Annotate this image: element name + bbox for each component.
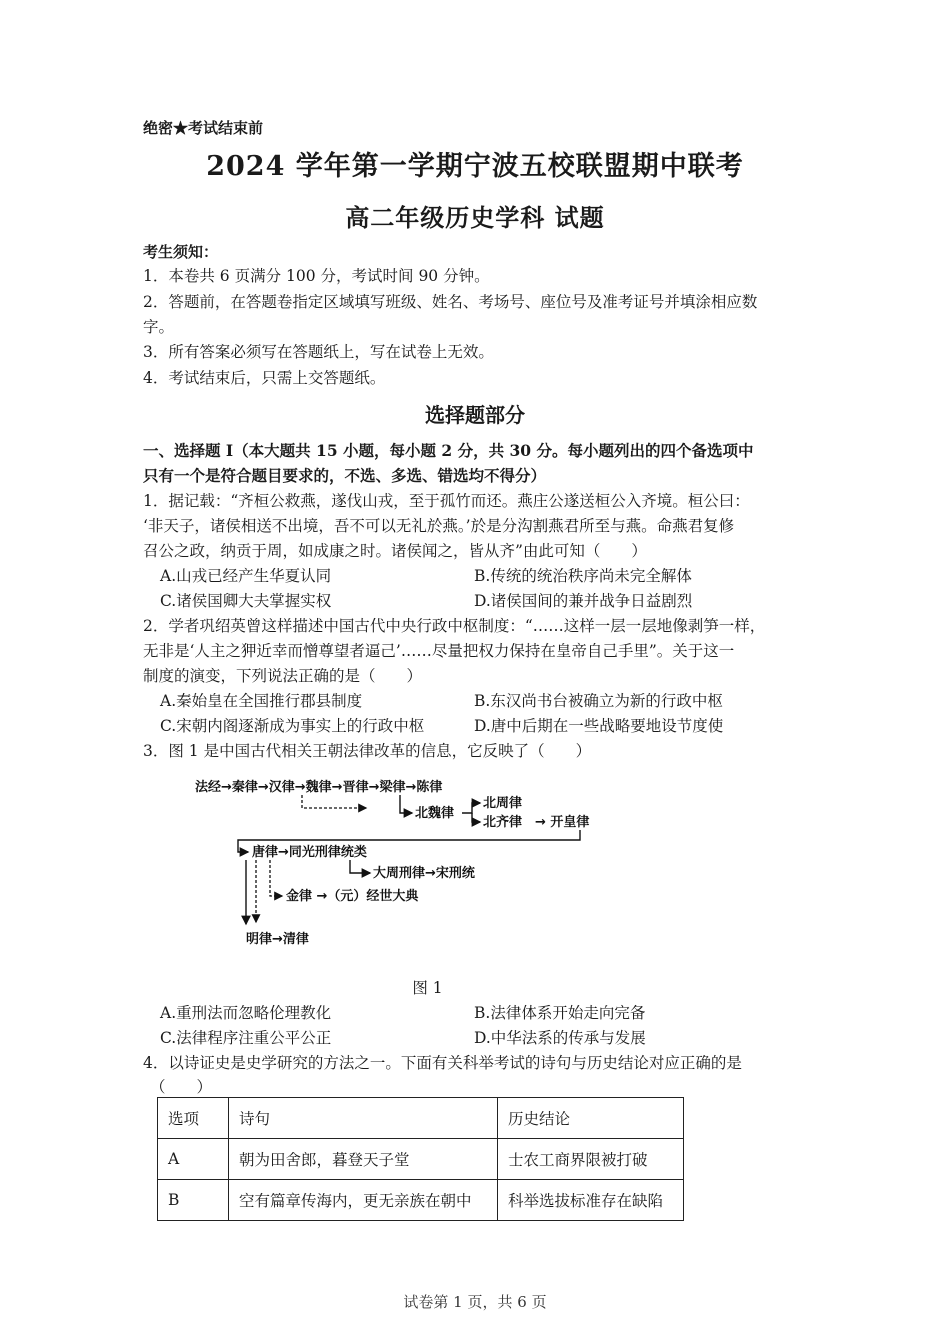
table-header-cell: 诗句 bbox=[229, 1098, 498, 1139]
q1-stem: ‘非天子，诸侯相送不出境，吾不可以无礼於燕。’於是分沟割燕君所至与燕。命燕君复修 bbox=[143, 517, 735, 535]
table-cell: 科举选拔标准存在缺陷 bbox=[498, 1180, 684, 1221]
table-cell: 空有篇章传海内，更无亲族在朝中 bbox=[229, 1180, 498, 1221]
table-header-row bbox=[158, 1098, 684, 1139]
exam-subtitle: 高二年级历史学科 试题 bbox=[345, 203, 605, 232]
notice-line: 字。 bbox=[143, 318, 175, 336]
q3-option-d: D.中华法系的传承与发展 bbox=[474, 1029, 646, 1047]
table-cell: 朝为田舍郎，暮登天子堂 bbox=[229, 1139, 498, 1180]
fig-beizhou: 北周律 bbox=[483, 796, 523, 811]
q1-option-c: C.诸侯国卿大夫掌握实权 bbox=[160, 592, 332, 610]
q3-option-a: A.重刑法而忽略伦理教化 bbox=[160, 1004, 332, 1022]
table-header-cell: 选项 bbox=[158, 1098, 229, 1139]
page-footer: 试卷第 1 页，共 6 页 bbox=[403, 1293, 547, 1311]
q1-option-d: D.诸侯国间的兼并战争日益剧烈 bbox=[474, 592, 693, 610]
q2-option-d: D.唐中后期在一些战略要地设节度使 bbox=[474, 717, 724, 735]
notice-heading: 考生须知： bbox=[143, 243, 219, 261]
notice-line: 4．考试结束后，只需上交答题纸。 bbox=[143, 369, 386, 387]
fig-ming: 明律→清律 bbox=[246, 932, 309, 947]
table-header-cell: 历史结论 bbox=[498, 1098, 684, 1139]
notice-line: 3．所有答案必须写在答题纸上，写在试卷上无效。 bbox=[143, 343, 494, 361]
section-instruction: 只有一个是符合题目要求的，不选、多选、错选均不得分） bbox=[143, 466, 547, 485]
fig-dashed-arrow bbox=[302, 795, 366, 808]
exam-title: 2024 学年第一学期宁波五校联盟期中联考 bbox=[206, 151, 744, 182]
q2-option-c: C.宋朝内阁逐渐成为事实上的行政中枢 bbox=[160, 717, 425, 735]
fig-tang: 唐律→同光刑律统类 bbox=[252, 845, 367, 860]
fig-row1: 法经→秦律→汉律→魏律→晋律→梁律→陈律 bbox=[195, 780, 443, 795]
q4-answer-paren: （ ） bbox=[150, 1078, 213, 1096]
q1-option-b: B.传统的统治秩序尚未完全解体 bbox=[474, 567, 692, 585]
q1-option-a: A.山戎已经产生华夏认同 bbox=[160, 567, 332, 585]
fig-arrow bbox=[400, 795, 412, 813]
table-row bbox=[158, 1139, 684, 1180]
q2-option-b: B.东汉尚书台被确立为新的行政中枢 bbox=[474, 692, 723, 710]
q2-stem: 制度的演变，下列说法正确的是（ ） bbox=[143, 667, 423, 685]
fig-kaihuang: → 开皇律 bbox=[535, 815, 590, 830]
q3-stem: 3．图 1 是中国古代相关王朝法律改革的信息，它反映了（ ） bbox=[143, 742, 592, 760]
fig-dazhou: 大周刑律→宋刑统 bbox=[373, 866, 475, 881]
fig-beiwei: 北魏律 bbox=[415, 806, 455, 821]
table-cell: 士农工商界限被打破 bbox=[498, 1139, 684, 1180]
table-cell: A bbox=[158, 1139, 229, 1180]
q1-stem: 召公之政，纳贡于周，如成康之时。诸侯闻之，皆从齐”由此可知（ ） bbox=[143, 542, 647, 560]
fig-jin: 金律 →（元）经世大典 bbox=[286, 889, 419, 904]
q2-option-a: A.秦始皇在全国推行郡县制度 bbox=[160, 692, 363, 710]
fig-dashed-arrow bbox=[270, 860, 282, 896]
notice-line: 2．答题前，在答题卷指定区域填写班级、姓名、考场号、座位号及准考证号并填涂相应数 bbox=[143, 293, 758, 311]
section-title: 选择题部分 bbox=[425, 403, 525, 427]
section-instruction: 一、选择题 I（本大题共 15 小题，每小题 2 分，共 30 分。每小题列出的四个备选项中 bbox=[143, 441, 754, 460]
table-row bbox=[158, 1180, 684, 1221]
figure-caption: 图 1 bbox=[412, 979, 443, 997]
notice-line: 1．本卷共 6 页满分 100 分，考试时间 90 分钟。 bbox=[143, 267, 490, 285]
fig-beiqi: 北齐律 bbox=[483, 815, 523, 830]
q1-stem: 1．据记载：“齐桓公救燕，遂伐山戎，至于孤竹而还。燕庄公遂送桓公入齐境。桓公曰： bbox=[143, 492, 750, 510]
table-cell: B bbox=[158, 1180, 229, 1221]
q4-stem: 4．以诗证史是史学研究的方法之一。下面有关科举考试的诗句与历史结论对应正确的是 bbox=[143, 1054, 742, 1072]
secret-label: 绝密★考试结束前 bbox=[143, 119, 264, 137]
q2-stem: 无非是‘人主之狎近幸而憎尊望者逼己’……尽量把权力保持在皇帝自己手里”。关于这一 bbox=[143, 642, 735, 660]
fig-arrow bbox=[462, 803, 480, 813]
fig-arrow bbox=[472, 813, 480, 822]
fig-arrow bbox=[350, 860, 370, 873]
q2-stem: 2．学者巩绍英曾这样描述中国古代中央行政中枢制度：“……这样一层一层地像剥笋一样， bbox=[143, 617, 766, 635]
q3-option-c: C.法律程序注重公平公正 bbox=[160, 1029, 332, 1047]
law-evolution-diagram bbox=[190, 770, 620, 955]
q3-option-b: B.法律体系开始走向完备 bbox=[474, 1004, 646, 1022]
poem-conclusion-table bbox=[157, 1097, 684, 1221]
